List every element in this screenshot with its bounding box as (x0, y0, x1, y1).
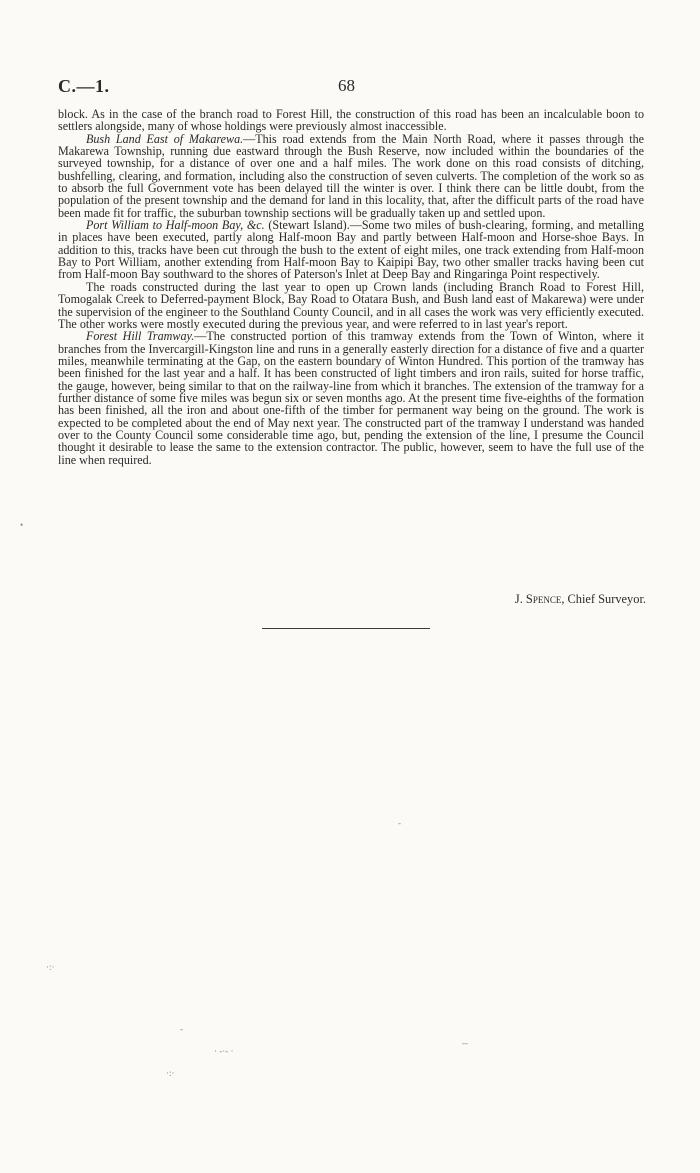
signature-surname: Spence (525, 592, 562, 606)
paragraph (58, 108, 644, 133)
paragraph-text: —This road extends from the Main North Road, where it passes through the Makarewa Township, running due eastward through the Bush Reserve, now included within the boundaries of the surveyed township, for a distance of over one and a half miles. The work done on this road consists of ditching, bushfelling, clearing, and formation, including also the construction of seven culverts. The completion of the work so as to absorb the full Government vote has been delayed till the winter is over. I think there can be little doubt, from the population of the present township and the demand for land in this locality, that, after the difficult parts of the road have been made fit for traffic, the suburban township sections will be gradually taken up and settled upon. (58, 131, 644, 220)
paragraph (58, 133, 644, 219)
paragraph-text: —The constructed portion of this tramway extends from the Town of Winton, where it branches from the Invercargill-Kingston line and runs in a generally easterly direction for a distance of five and a quarter miles, meanwhile terminating at the Gap, on the eastern boundary of Winton Hundred. This portion of the tramway has been finished for the last year and a half. It has been constructed of light timbers and iron rails, suited for horse traffic, the gauge, however, being similar to that on the railway-line from which it branches. The extension of the tramway for a further distance of some five miles was begun six or seven months ago. At the present time five-eighths of the formation has been finished, all the iron and about one-fifth of the timber for permanent way being on the ground. The work is expected to be completed about the end of May next year. The constructed part of the tramway I understand was handed over to the County Council some considerable time ago, but, pending the extension of the line, I presume the Council thought it desirable to lease the same to the extension contractor. The public, however, seem to have the full use of the line when required. (58, 329, 644, 467)
signature-initial: J. (514, 592, 526, 606)
scan-speck: ·:· (46, 962, 55, 972)
section-heading: Port William to Half-moon Bay, &c. (86, 218, 265, 233)
signature-title: , Chief Surveyor. (561, 592, 646, 606)
page-number: 68 (338, 76, 355, 95)
scan-speck: ‐ (180, 1024, 183, 1034)
closing-rule (262, 628, 430, 629)
paragraph (58, 219, 644, 281)
scan-speck: · ‐·‐ · (214, 1046, 234, 1056)
scan-speck: ‑‑ (462, 1038, 468, 1048)
paragraph-text: The roads constructed during the last year to open up Crown lands (including Branch Road to Forest Hill, Tomogalak Creek to Deferred-payment Block, Bay Road to Otatara Bush, and Bush land east of Makarewa) were under the supervision of the engineer to the Southland County Council, and in all cases the work was very efficiently executed. The other works were mostly executed during the previous year, and were referred to in last year's report. (58, 279, 644, 331)
section-heading: Forest Hill Tramway. (86, 329, 195, 344)
signature (420, 592, 646, 607)
scan-speck: ·:· (166, 1068, 175, 1078)
section-heading: Bush Land East of Makarewa. (86, 131, 244, 146)
paragraph-text: (Stewart Island).—Some two miles of bush-clearing, forming, and metalling in places have been executed, partly along Half-moon Bay and partly between Half-moon and Horse-shoe Bays. In addition to this, tracks have been cut through the bush to the extent of eight miles, one track extending from Half-moon Bay to Port William, another extending from Half-moon Bay to Kaipipi Bay, two other smaller tracks having been cut from Half-moon Bay southward to the shores of Paterson's Inlet at Deep Bay and Ringaringa Point respectively. (58, 218, 645, 282)
document-reference: C.—1. (58, 76, 110, 96)
scan-speck: ‐ (398, 818, 401, 828)
body-text (58, 108, 644, 466)
scan-speck: • (20, 520, 24, 530)
page-header (58, 76, 648, 96)
paragraph (58, 330, 644, 466)
paragraph (58, 281, 644, 330)
paragraph-text: block. As in the case of the branch road to Forest Hill, the construction of this road has been an incalculable boon to settlers alongside, many of whose holdings were previously almost inaccessible. (58, 107, 644, 134)
